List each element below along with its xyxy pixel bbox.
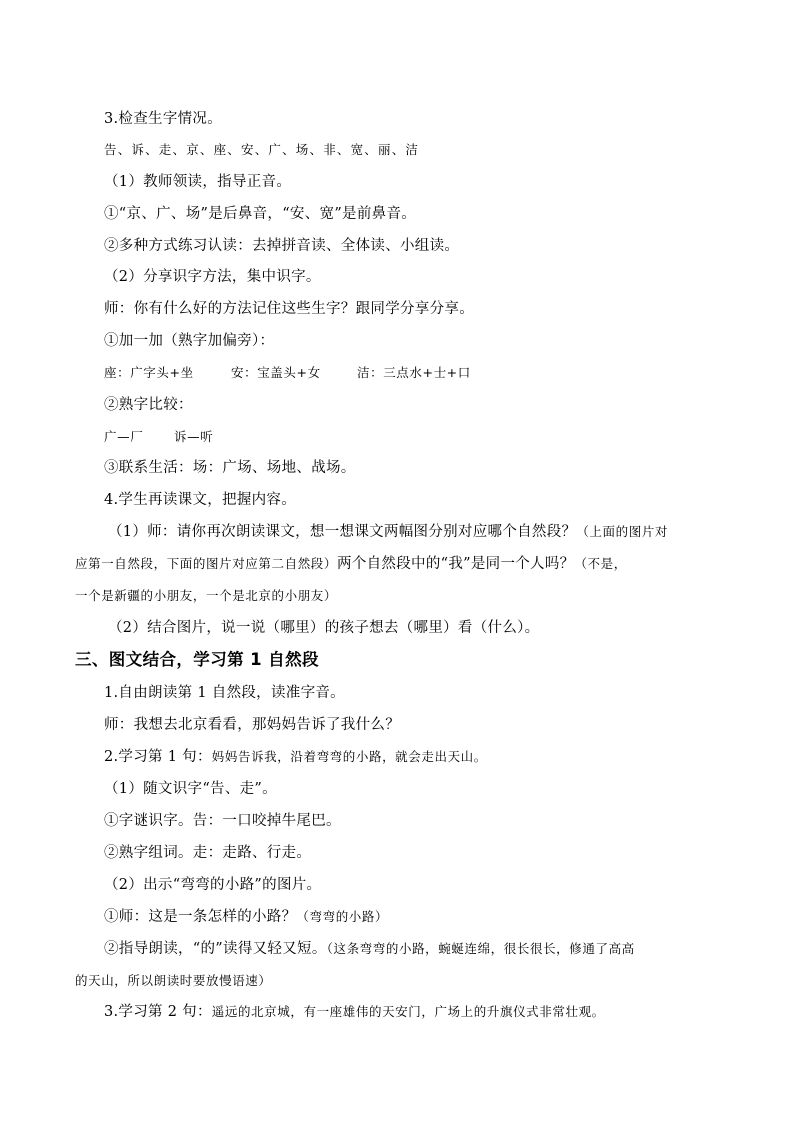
text-span: 应第一自然段，下面的图片对应第二自然段） (75, 556, 338, 571)
paragraph (104, 908, 388, 926)
new-characters-list: 告、诉、走、京、座、安、广、场、非、宽、丽、洁 (104, 142, 420, 157)
paragraph: （2）出示“弯弯的小路”的图片。 (104, 877, 322, 893)
text-span: （这条弯弯的小路，蜿蜒连绵，很长很长，修通了高高 (326, 941, 635, 956)
section-heading: 三、图文结合，学习第 1 自然段 (75, 650, 319, 669)
paragraph: ③联系生活：场：广场、场地、战场。 (104, 460, 356, 476)
quoted-sentence: 妈妈告诉我，沿着弯弯的小路，就会走出天山。 (211, 749, 487, 764)
character-analysis: 安：宝盖头+女 (231, 365, 321, 380)
paragraph: 师：我想去北京看看，那妈妈告诉了我什么？ (104, 717, 400, 733)
paragraph: ①“京、广、场”是后鼻音，“安、宽”是前鼻音。 (104, 206, 417, 222)
text-span: 3.学习第 2 句： (104, 1004, 212, 1020)
paragraph: 的天山，所以朗读时要放慢语速） (75, 973, 272, 988)
section-step-4: 4.学生再读课文，把握内容。 (104, 492, 297, 508)
paragraph: ①字谜识字。告：一口咬掉牛尾巴。 (104, 813, 341, 829)
text-span: ①师：这是一条怎样的小路？ (104, 909, 297, 925)
paragraph: ②熟字比较： (104, 397, 193, 413)
paragraph: ①加一加（熟字加偏旁）： (104, 333, 275, 349)
character-comparison: 广—厂 (104, 429, 144, 444)
text-span: （上面的图片对 (576, 524, 669, 539)
paragraph (108, 523, 668, 541)
paragraph: 师：你有什么好的方法记住这些生字？跟同学分享分享。 (104, 301, 474, 317)
paragraph (104, 1003, 605, 1021)
text-span: （不是， (574, 556, 627, 571)
character-analysis: 座：广字头+坐 (104, 365, 194, 380)
text-span: 2.学习第 1 句： (104, 749, 212, 765)
paragraph (104, 940, 635, 958)
quoted-sentence: 遥远的北京城，有一座雄伟的天安门，广场上的升旗仪式非常壮观。 (211, 1004, 605, 1019)
paragraph: （2）分享识字方法，集中识字。 (104, 269, 321, 285)
paragraph: （1）随文识字“告、走”。 (104, 781, 277, 797)
character-analysis: 洁：三点水+士+口 (357, 365, 471, 380)
text-span: ②指导朗读，“的”读得又轻又短。 (104, 941, 327, 957)
paragraph: ②多种方式练习认读：去掉拼音读、全体读、小组读。 (104, 238, 460, 254)
section-step-3: 3.检查生字情况。 (104, 111, 223, 127)
text-span: （弯弯的小路） (296, 909, 389, 924)
paragraph: （1）教师领读，指导正音。 (104, 174, 292, 190)
paragraph: ②熟字组词。走：走路、行走。 (104, 845, 312, 861)
paragraph: 1.自由朗读第 1 自然段，读准字音。 (104, 685, 345, 701)
paragraph (75, 555, 627, 573)
text-span: 两个自然段中的“我”是同一个人吗？ (337, 556, 575, 572)
paragraph (104, 748, 487, 766)
paragraph: 一个是新疆的小朋友，一个是北京的小朋友） (75, 588, 338, 603)
character-comparison: 诉—听 (174, 429, 214, 444)
text-span: （1）师：请你再次朗读课文，想一想课文两幅图分别对应哪个自然段？ (108, 524, 577, 540)
paragraph: （2）结合图片，说一说（哪里）的孩子想去（哪里）看（什么）。 (108, 620, 540, 636)
